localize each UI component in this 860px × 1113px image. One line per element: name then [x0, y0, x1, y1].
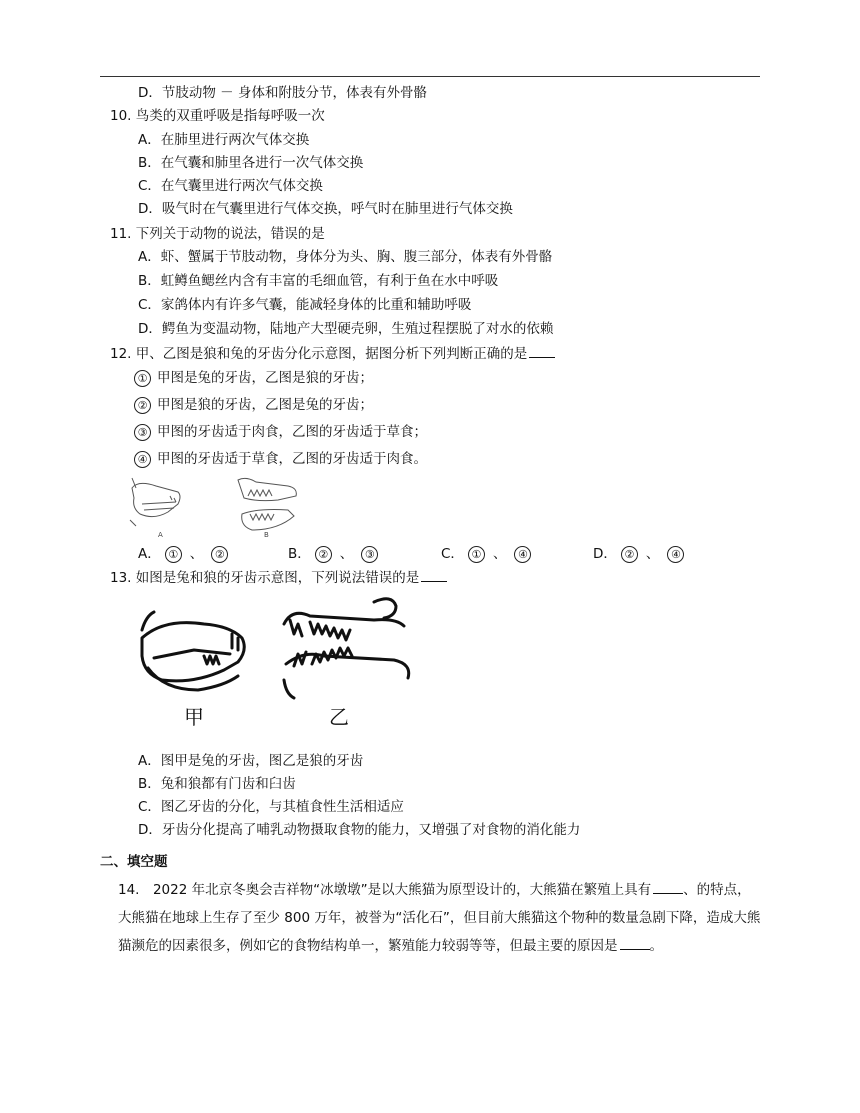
q11-option-c: C．家鸽体内有许多气囊，能减轻身体的比重和辅助呼吸 — [138, 297, 472, 313]
header-rule — [100, 76, 760, 77]
q12-statement-4: ④ 甲图的牙齿适于草食，乙图的牙齿适于肉食。 — [134, 450, 427, 468]
q10-option-d: D．吸气时在气囊里进行气体交换，呼气时在肺里进行气体交换 — [138, 201, 513, 217]
q12-answer-b[interactable]: B． ② 、 ③ — [288, 542, 382, 563]
q10-option-c: C．在气囊里进行两次气体交换 — [138, 178, 323, 194]
section-heading: 二、填空题 — [100, 854, 168, 870]
q13-teeth-figure — [134, 594, 424, 732]
q11-option-b: B．虹鳟鱼鳃丝内含有丰富的毛细血管，有利于鱼在水中呼吸 — [138, 273, 499, 289]
q13-option-c: C．图乙牙齿的分化，与其植食性生活相适应 — [138, 799, 404, 815]
svg-text:A: A — [158, 531, 163, 539]
svg-text:B: B — [264, 531, 269, 539]
q12-statement-1: ① 甲图是兔的牙齿，乙图是狼的牙齿； — [134, 369, 373, 387]
q12-answer-a[interactable]: A． ① 、 ② — [138, 542, 232, 563]
q13-option-d: D．牙齿分化提高了哺乳动物摄取食物的能力，又增强了对食物的消化能力 — [138, 822, 581, 838]
q11-stem: 11. 下列关于动物的说法，错误的是 — [110, 226, 325, 242]
q13-stem: 13. 如图是兔和狼的牙齿示意图，下列说法错误的是 — [110, 568, 447, 587]
svg-text:甲: 甲 — [184, 705, 204, 729]
q11-option-d: D．鳄鱼为变温动物，陆地产大型硬壳卵，生殖过程摆脱了对水的依赖 — [138, 321, 554, 337]
svg-text:乙: 乙 — [329, 705, 349, 729]
q13-option-b: B．兔和狼都有门齿和臼齿 — [138, 776, 296, 792]
q10-option-b: B．在气囊和肺里各进行一次气体交换 — [138, 155, 364, 171]
answer-blank — [421, 568, 447, 582]
q12-statement-2: ② 甲图是狼的牙齿，乙图是兔的牙齿； — [134, 396, 373, 414]
q13-option-a: A．图甲是兔的牙齿，图乙是狼的牙齿 — [138, 753, 364, 769]
answer-blank — [529, 344, 555, 358]
q14-paragraph: 14. 2022 年北京冬奥会吉祥物“冰墩墩”是以大熊猫为原型设计的，大熊猫在繁殖上具有 、的特点，大熊猫在地球上生存了至少 800 万年，被誉为“活化石”，但目前大熊猫这个物种的数量急剧下降，造成大熊猫濒危的因素很多，例如它的食物结构单一，繁殖能力较弱等等，但最主要的原因是 。 — [118, 882, 761, 954]
answer-blank — [620, 936, 650, 950]
q9-option-d: D．节肢动物 － 身体和附肢分节，体表有外骨骼 — [138, 85, 427, 101]
q12-statement-3: ③ 甲图的牙齿适于肉食，乙图的牙齿适于草食； — [134, 423, 427, 441]
answer-blank — [653, 880, 683, 894]
q10-stem: 10. 鸟类的双重呼吸是指每呼吸一次 — [110, 108, 325, 124]
q12-stem: 12. 甲、乙图是狼和兔的牙齿分化示意图，据图分析下列判断正确的是 — [110, 344, 555, 363]
q11-option-a: A．虾、蟹属于节肢动物，身体分为头、胸、腹三部分，体表有外骨骼 — [138, 249, 553, 265]
q12-teeth-figure — [128, 474, 318, 540]
q12-answer-d[interactable]: D． ② 、 ④ — [593, 542, 688, 563]
q10-option-a: A．在肺里进行两次气体交换 — [138, 132, 310, 148]
q12-answer-c[interactable]: C． ① 、 ④ — [441, 542, 535, 563]
